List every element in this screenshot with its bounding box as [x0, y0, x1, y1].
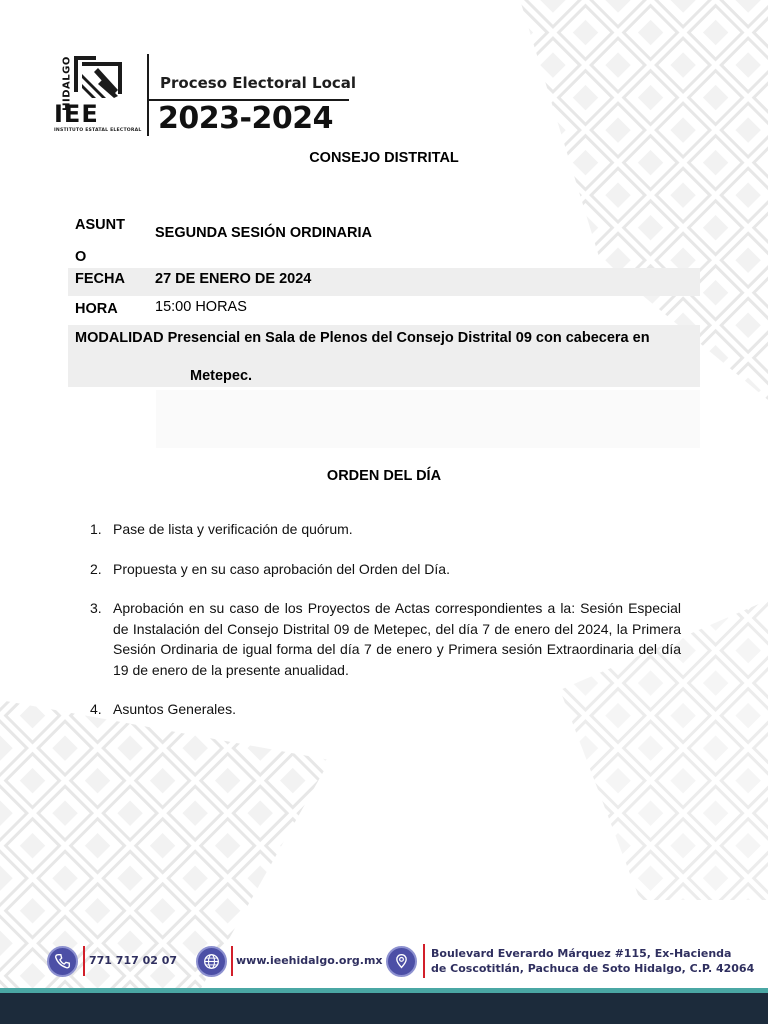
asunto-value: SEGUNDA SESIÓN ORDINARIA: [155, 225, 372, 241]
footer-separator: [83, 946, 85, 976]
header-divider-vertical: [147, 54, 149, 136]
hora-row: [68, 296, 700, 324]
logo-vertical-text: HIDALGO: [61, 56, 73, 111]
agenda-item: [88, 699, 681, 720]
asunto-row: [68, 203, 700, 265]
agenda-item: [88, 519, 681, 540]
globe-icon: [196, 946, 227, 977]
asunto-label: ASUNT O: [75, 217, 125, 265]
hora-value: 15:00 HORAS: [155, 299, 247, 315]
agenda-item-number: 2.: [90, 560, 102, 577]
agenda-item-number: 4.: [90, 701, 102, 717]
process-title: Proceso Electoral Local: [160, 74, 357, 92]
agenda-item-text: Asuntos Generales.: [113, 701, 236, 717]
blank-cell: [156, 390, 700, 448]
footer-separator: [423, 944, 425, 978]
agenda-item-text: Aprobación en su caso de los Proyectos de Actas correspondientes a la: Sesión Especial de Instalación del Consejo Distrital 09 de Metepec, del día 7 de enero del 2024, la Primera Sesión Ordinaria de igual forma del día 7 de enero y Primera sesión Extraordinaria del día 19 de enero de la presente anualidad.: [113, 600, 681, 678]
modalidad-continuation: Metepec.: [190, 368, 253, 384]
logo-text: IEE: [54, 100, 99, 128]
fecha-label: FECHA: [75, 271, 125, 287]
modalidad-text: MODALIDAD Presencial en Sala de Plenos del Consejo Distrital 09 con cabecera en: [75, 330, 650, 346]
phone-number[interactable]: 771 717 02 07: [89, 954, 178, 967]
agenda-item-number: 3.: [90, 600, 102, 616]
location-pin-icon: [386, 946, 417, 977]
website-link[interactable]: www.ieehidalgo.org.mx: [236, 954, 383, 967]
agenda-item: [88, 559, 681, 580]
address: [431, 946, 754, 976]
phone-icon: [47, 946, 78, 977]
fecha-value: 27 DE ENERO DE 2024: [155, 271, 312, 287]
agenda-item-text: Propuesta y en su caso aprobación del Orden del Día.: [113, 560, 450, 577]
address-line-2: de Coscotitlán, Pachuca de Soto Hidalgo, C.P. 42064: [431, 962, 755, 975]
address-line-1: Boulevard Everardo Márquez #115, Ex-Hacienda: [431, 947, 732, 960]
modalidad-row: [68, 325, 700, 387]
process-years: 2023-2024: [158, 101, 333, 136]
agenda-list: [88, 519, 681, 720]
footer-separator: [231, 946, 233, 976]
agenda-title: ORDEN DEL DÍA: [326, 468, 442, 484]
hora-label: HORA: [75, 301, 118, 317]
agenda-item-text: Pase de lista y verificación de quórum.: [113, 521, 353, 537]
logo-caption: INSTITUTO ESTATAL ELECTORAL: [54, 128, 142, 133]
footer-base-bar: [0, 993, 768, 1024]
session-info-table: [68, 203, 700, 387]
fecha-row: [68, 268, 700, 296]
agenda-item-number: 1.: [90, 521, 102, 537]
agenda-item: [88, 598, 681, 680]
council-title: CONSEJO DISTRITAL: [309, 150, 459, 166]
